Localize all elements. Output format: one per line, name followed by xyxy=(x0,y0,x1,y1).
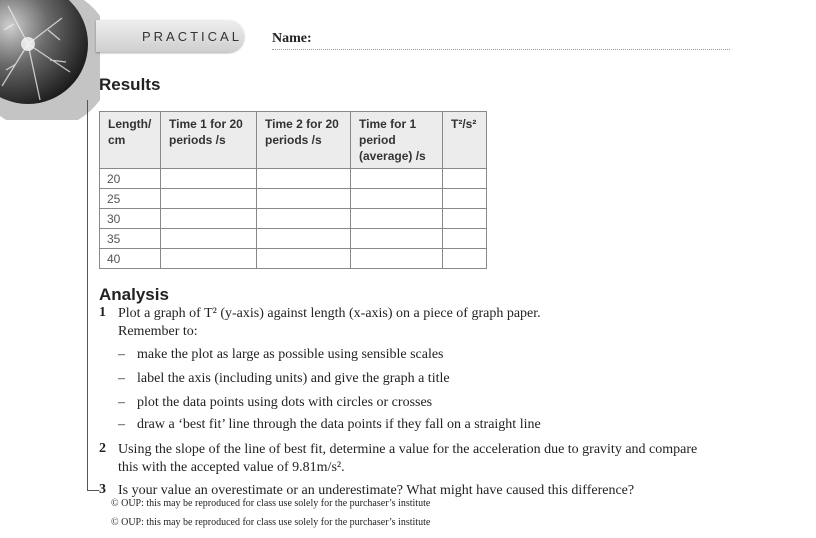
time2-cell[interactable] xyxy=(257,169,351,189)
period-cell[interactable] xyxy=(351,229,443,249)
analysis-heading: Analysis xyxy=(99,285,169,304)
col-time1-header: Time 1 for 20 periods /s xyxy=(161,112,257,169)
bullet-dash: – xyxy=(118,347,125,362)
margin-rule-foot xyxy=(87,490,99,491)
analysis-item-3-number: 3 xyxy=(99,482,106,497)
col-tsquared-header: T²/s² xyxy=(443,112,487,169)
bullet-dash: – xyxy=(118,395,125,410)
col-length-header: Length/ cm xyxy=(100,112,161,169)
time1-cell[interactable] xyxy=(161,249,257,269)
copyright-footer: © OUP: this may be reproduced for class use solely for the purchaser’s institute xyxy=(111,517,431,528)
tsquared-cell[interactable] xyxy=(443,189,487,209)
col-time2-header: Time 2 for 20 periods /s xyxy=(257,112,351,169)
time2-cell[interactable] xyxy=(257,229,351,249)
table-row xyxy=(100,209,487,229)
time2-cell[interactable] xyxy=(257,209,351,229)
time1-cell[interactable] xyxy=(161,189,257,209)
length-cell: 25 xyxy=(100,189,161,209)
practical-label: PRACTICAL xyxy=(142,29,242,44)
time2-cell[interactable] xyxy=(257,249,351,269)
analysis-item-1-text: Plot a graph of T² (y-axis) against length (x-axis) on a piece of graph paper. Remember to: xyxy=(118,306,541,339)
table-header-row xyxy=(100,112,487,169)
col-period-header: Time for 1 period (average) /s xyxy=(351,112,443,169)
corner-plasma-ball-image xyxy=(0,0,100,120)
period-cell[interactable] xyxy=(351,249,443,269)
length-cell: 35 xyxy=(100,229,161,249)
name-label: Name: xyxy=(272,31,312,46)
length-cell: 30 xyxy=(100,209,161,229)
bullet-dash: – xyxy=(118,371,125,386)
time1-cell[interactable] xyxy=(161,209,257,229)
analysis-subitem-1: make the plot as large as possible using sensible scales xyxy=(137,347,444,362)
margin-rule xyxy=(87,100,88,490)
time1-cell[interactable] xyxy=(161,229,257,249)
analysis-item-2-number: 2 xyxy=(99,441,106,456)
tsquared-cell[interactable] xyxy=(443,249,487,269)
table-row xyxy=(100,249,487,269)
length-cell: 20 xyxy=(100,169,161,189)
table-row xyxy=(100,189,487,209)
name-dotted-line xyxy=(272,49,730,50)
length-cell: 40 xyxy=(100,249,161,269)
analysis-item-3-text: Is your value an overestimate or an underestimate? What might have caused this difference? xyxy=(118,483,635,498)
results-table xyxy=(99,111,487,269)
results-heading: Results xyxy=(99,75,161,94)
analysis-subitem-4: draw a ‘best fit’ line through the data points if they fall on a straight line xyxy=(137,417,541,432)
copyright-footer: © OUP: this may be reproduced for class use solely for the purchaser’s institute xyxy=(111,498,431,509)
table-row xyxy=(100,229,487,249)
analysis-item-1-number: 1 xyxy=(99,305,106,320)
tsquared-cell[interactable] xyxy=(443,209,487,229)
analysis-subitem-2: label the axis (including units) and give the graph a title xyxy=(137,371,450,386)
table-row xyxy=(100,169,487,189)
time1-cell[interactable] xyxy=(161,169,257,189)
bullet-dash: – xyxy=(118,417,125,432)
analysis-item-2-text: Using the slope of the line of best fit, determine a value for the acceleration due to gravity and compare this with the accepted value of 9.81m/s². xyxy=(118,442,698,475)
period-cell[interactable] xyxy=(351,209,443,229)
analysis-subitem-3: plot the data points using dots with circles or crosses xyxy=(137,395,433,410)
period-cell[interactable] xyxy=(351,189,443,209)
period-cell[interactable] xyxy=(351,169,443,189)
time2-cell[interactable] xyxy=(257,189,351,209)
tsquared-cell[interactable] xyxy=(443,169,487,189)
tsquared-cell[interactable] xyxy=(443,229,487,249)
